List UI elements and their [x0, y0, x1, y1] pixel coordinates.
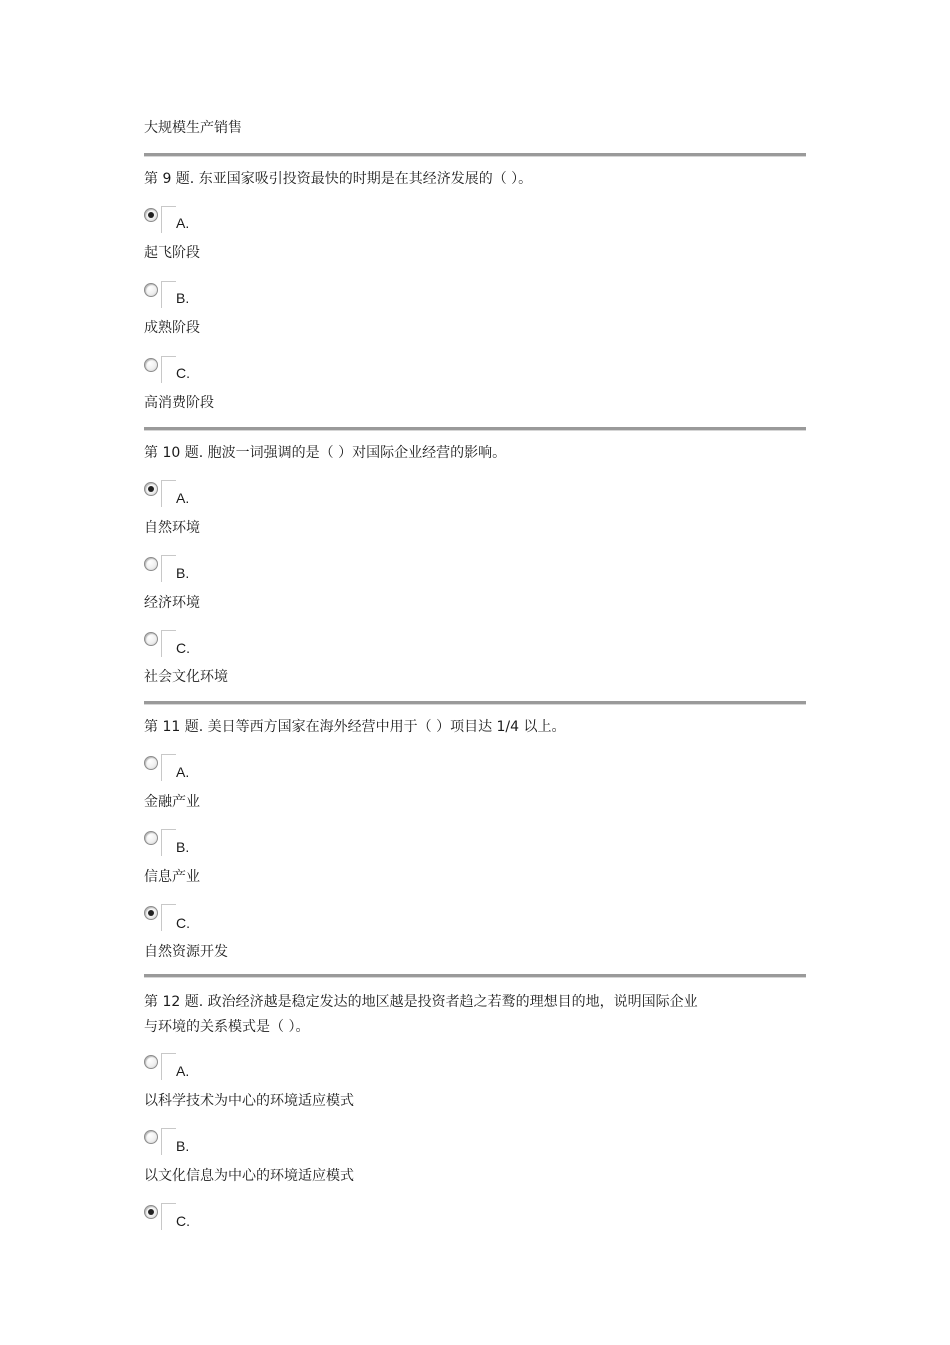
q9-option-a-letter: A. — [176, 215, 190, 231]
q10-option-a-text: 自然环境 — [144, 520, 200, 536]
radio-frame — [161, 1203, 176, 1230]
question-12-text-line-2: 与环境的关系模式是（ ）。 — [144, 1019, 310, 1035]
q12-option-a-radio[interactable] — [144, 1055, 178, 1081]
q9-option-a-text: 起飞阶段 — [144, 245, 200, 261]
radio-frame — [161, 206, 176, 233]
q11-option-c-text: 自然资源开发 — [144, 944, 228, 960]
radio-unchecked-icon — [144, 632, 158, 646]
previous-option-text: 大规模生产销售 — [144, 120, 242, 136]
q9-option-c-text: 高消费阶段 — [144, 395, 214, 411]
q11-option-c-letter: C. — [176, 915, 190, 931]
radio-frame — [161, 904, 176, 931]
question-number: 第 10 题. — [144, 445, 204, 461]
q12-option-b-letter: B. — [176, 1138, 190, 1154]
radio-checked-icon — [144, 482, 158, 496]
radio-unchecked-icon — [144, 756, 158, 770]
question-9-title — [144, 170, 532, 188]
q9-option-b-text: 成熟阶段 — [144, 320, 200, 336]
q10-option-c-radio[interactable] — [144, 632, 178, 658]
divider — [144, 974, 806, 978]
q11-option-b-text: 信息产业 — [144, 869, 200, 885]
q12-option-b-text: 以文化信息为中心的环境适应模式 — [144, 1168, 354, 1184]
radio-frame — [161, 630, 176, 657]
q11-option-a-letter: A. — [176, 764, 190, 780]
radio-unchecked-icon — [144, 831, 158, 845]
question-number: 第 9 题. — [144, 171, 195, 187]
radio-checked-icon — [144, 208, 158, 222]
question-10-title — [144, 444, 506, 462]
question-text: 美日等西方国家在海外经营中用于（ ）项目达 1/4 以上。 — [207, 719, 566, 735]
radio-frame — [161, 281, 176, 308]
question-number: 第 11 题. — [144, 719, 204, 735]
radio-checked-icon — [144, 1205, 158, 1219]
q12-option-a-text: 以科学技术为中心的环境适应模式 — [144, 1093, 354, 1109]
divider — [144, 427, 806, 431]
radio-frame — [161, 356, 176, 383]
question-11-title — [144, 718, 566, 736]
q10-option-b-letter: B. — [176, 565, 190, 581]
q11-option-a-radio[interactable] — [144, 756, 178, 782]
question-text: 胞波一词强调的是（ ）对国际企业经营的影响。 — [207, 445, 507, 461]
q10-option-c-text: 社会文化环境 — [144, 669, 228, 685]
divider — [144, 153, 806, 157]
q9-option-c-radio[interactable] — [144, 358, 178, 384]
q11-option-b-radio[interactable] — [144, 831, 178, 857]
radio-checked-icon — [144, 906, 158, 920]
q10-option-b-radio[interactable] — [144, 557, 178, 583]
radio-frame — [161, 1128, 176, 1155]
radio-frame — [161, 480, 176, 507]
q12-option-c-letter: C. — [176, 1213, 190, 1229]
q10-option-a-letter: A. — [176, 490, 190, 506]
q10-option-a-radio[interactable] — [144, 482, 178, 508]
radio-unchecked-icon — [144, 358, 158, 372]
q9-option-c-letter: C. — [176, 365, 190, 381]
radio-frame — [161, 1053, 176, 1080]
radio-unchecked-icon — [144, 1130, 158, 1144]
q12-option-b-radio[interactable] — [144, 1130, 178, 1156]
question-12-title — [144, 993, 698, 1011]
divider — [144, 701, 806, 705]
radio-frame — [161, 555, 176, 582]
q9-option-b-radio[interactable] — [144, 283, 178, 309]
radio-unchecked-icon — [144, 1055, 158, 1069]
q10-option-b-text: 经济环境 — [144, 595, 200, 611]
q11-option-c-radio[interactable] — [144, 906, 178, 932]
question-text-line-1: 政治经济越是稳定发达的地区越是投资者趋之若鹜的理想目的地，说明国际企业 — [207, 994, 698, 1010]
q11-option-a-text: 金融产业 — [144, 794, 200, 810]
q12-option-c-radio[interactable] — [144, 1205, 178, 1231]
radio-unchecked-icon — [144, 557, 158, 571]
question-text: 东亚国家吸引投资最快的时期是在其经济发展的（ ）。 — [198, 171, 533, 187]
q10-option-c-letter: C. — [176, 640, 190, 656]
q9-option-a-radio[interactable] — [144, 208, 178, 234]
question-number: 第 12 题. — [144, 994, 204, 1010]
radio-frame — [161, 754, 176, 781]
q12-option-a-letter: A. — [176, 1063, 190, 1079]
radio-frame — [161, 829, 176, 856]
q11-option-b-letter: B. — [176, 839, 190, 855]
q9-option-b-letter: B. — [176, 290, 190, 306]
radio-unchecked-icon — [144, 283, 158, 297]
